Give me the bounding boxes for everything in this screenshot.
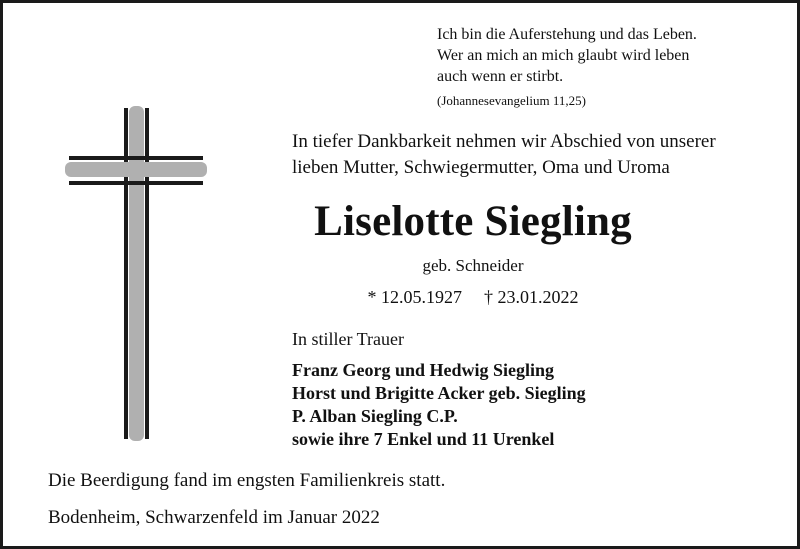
farewell-intro [292, 129, 716, 181]
burial-note: Die Beerdigung fand im engsten Familienkreis statt. [48, 470, 446, 491]
mourner-line: Horst und Brigitte Acker geb. Siegling [292, 383, 586, 403]
quote-line: Ich bin die Auferstehung und das Leben. [437, 26, 697, 43]
quote-line: auch wenn er stirbt. [437, 68, 564, 85]
life-dates [3, 287, 797, 308]
intro-line: lieben Mutter, Schwiegermutter, Oma und Uroma [292, 157, 670, 178]
quote-source: (Johannesevangelium 11,25) [437, 93, 586, 108]
mourner-line: sowie ihre 7 Enkel und 11 Urenkel [292, 429, 555, 449]
mourning-heading: In stiller Trauer [292, 329, 404, 349]
intro-line: In tiefer Dankbarkeit nehmen wir Abschied von unserer [292, 131, 716, 152]
deceased-name: Liselotte Siegling [314, 198, 632, 245]
maiden-name: geb. Schneider [422, 256, 524, 275]
scripture-quote [437, 24, 697, 87]
mourner-line: Franz Georg und Hedwig Siegling [292, 360, 555, 380]
mourner-line: P. Alban Siegling C.P. [292, 406, 458, 426]
quote-line: Wer an mich an mich glaubt wird leben [437, 47, 690, 64]
birth-date: * 12.05.1927 [367, 287, 462, 307]
place-date: Bodenheim, Schwarzenfeld im Januar 2022 [48, 507, 380, 528]
death-date: † 23.01.2022 [484, 287, 579, 307]
mourners-list [292, 359, 586, 451]
